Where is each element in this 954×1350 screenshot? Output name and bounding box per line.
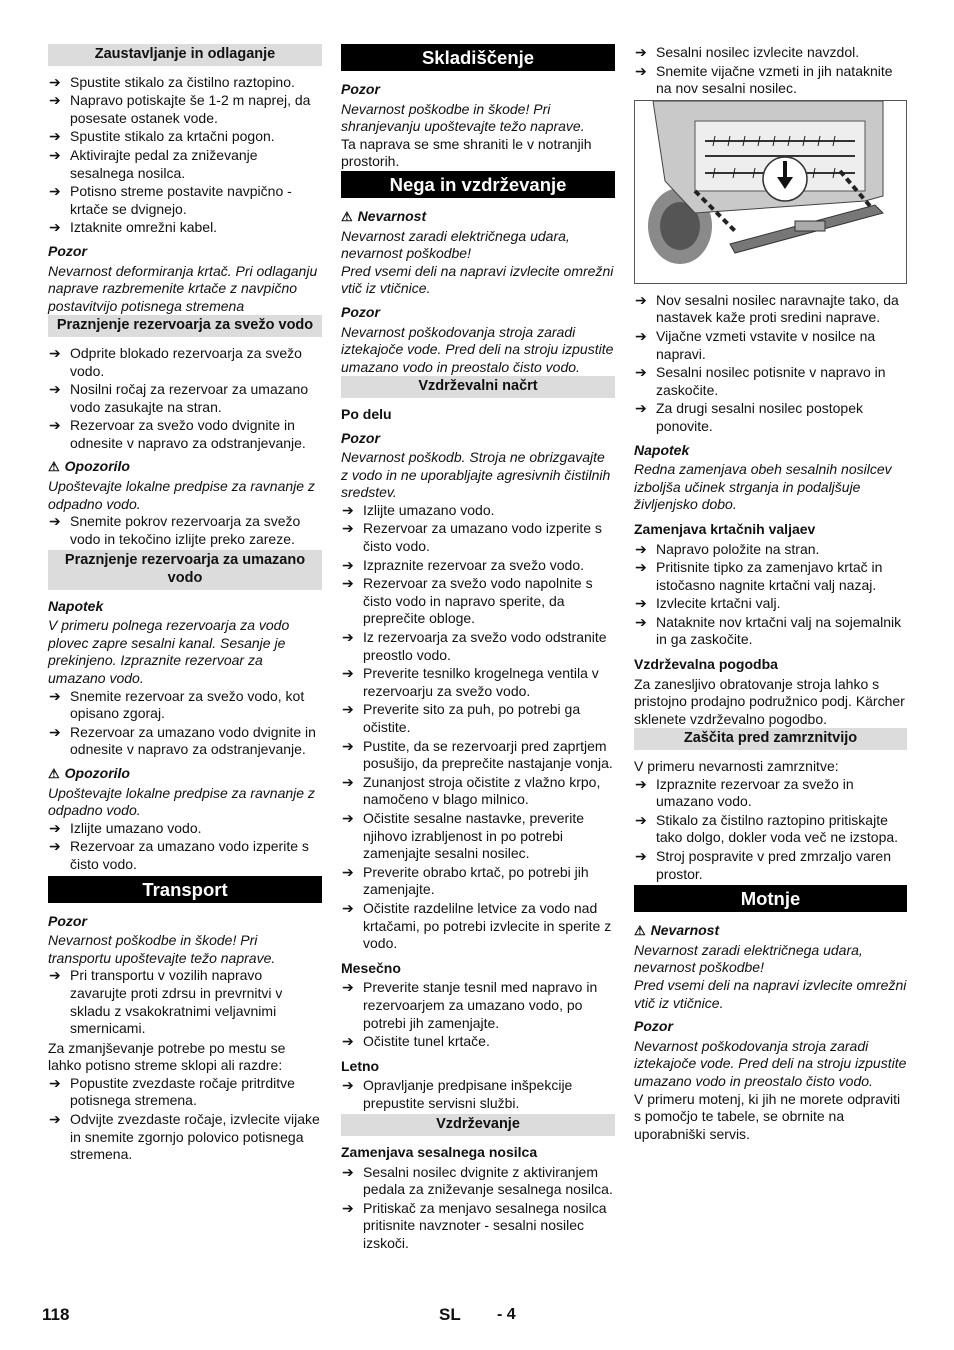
arrow-icon: ➔ bbox=[342, 809, 354, 826]
instruction-step bbox=[48, 1075, 322, 1110]
instruction-step bbox=[634, 595, 907, 613]
instruction-step bbox=[48, 381, 322, 416]
note-label: Pozor bbox=[341, 81, 380, 97]
instruction-text: Opravljanje predpisane inšpekcije prepustite servisni službi. bbox=[363, 1077, 573, 1111]
instruction-step bbox=[341, 979, 615, 1032]
note-label: Pozor bbox=[48, 242, 87, 259]
instruction-text: Spustite stikalo za čistilno raztopino. bbox=[70, 73, 295, 90]
instruction-step bbox=[634, 400, 907, 435]
instruction-text: Pri transportu v vozilih napravo zavarujte proti zdrsu in prevrnitvi v skladu z vsakokratnimi veljavnimi smernicami. bbox=[70, 967, 283, 1037]
arrow-icon: ➔ bbox=[49, 687, 61, 704]
instruction-text: Preverite obrabo krtač, po potrebi jih zamenjajte. bbox=[363, 863, 589, 898]
instruction-text: Rezervoar za svežo vodo napolnite s čisto vodo in napravo sperite, da preprečite obloge. bbox=[363, 575, 593, 627]
instruction-text: Pritiskač za menjavo sesalnega nosilca pritisnite navznoter - sesalni nosilec izskoči. bbox=[363, 1199, 607, 1252]
chapter-heading: Transport bbox=[48, 876, 322, 903]
arrow-icon: ➔ bbox=[342, 773, 354, 790]
arrow-icon: ➔ bbox=[49, 1074, 61, 1091]
italic-note: V primeru polnega rezervoarja za vodo plovec zapre sesalni kanal. Sesanje je prekinjeno. Izpraznite rezervoar za umazano vodo. bbox=[48, 617, 290, 686]
arrow-icon: ➔ bbox=[342, 899, 354, 916]
instruction-step bbox=[48, 219, 322, 237]
arrow-icon: ➔ bbox=[342, 701, 354, 718]
instruction-list bbox=[48, 967, 322, 1037]
arrow-icon: ➔ bbox=[342, 665, 354, 682]
instruction-step bbox=[341, 701, 615, 736]
section-heading: Zaustavljanje in odlaganje bbox=[48, 44, 322, 66]
instruction-text: Iztaknite omrežni kabel. bbox=[70, 219, 218, 236]
instruction-list bbox=[634, 44, 907, 98]
arrow-icon: ➔ bbox=[342, 1199, 354, 1216]
arrow-icon: ➔ bbox=[49, 381, 61, 398]
instruction-text: Izlijte umazano vodo. bbox=[70, 819, 202, 836]
instruction-text: Pritisnite tipko za zamenjavo krtač in istočasno nagnite krtačni valj nazaj. bbox=[656, 559, 883, 593]
instruction-list bbox=[341, 1077, 615, 1112]
column-left bbox=[48, 44, 322, 1166]
instruction-text: Preverite sito za puh, po potrebi ga očistite. bbox=[363, 701, 581, 735]
warning-label bbox=[341, 208, 615, 226]
subheading: Po delu bbox=[341, 405, 392, 422]
subheading: Zamenjava krtačnih valjaev bbox=[634, 520, 816, 537]
chapter-heading: Motnje bbox=[634, 885, 907, 912]
instruction-step bbox=[48, 417, 322, 452]
instruction-step bbox=[341, 557, 615, 575]
arrow-icon: ➔ bbox=[635, 811, 647, 828]
instruction-text: Napravo položite na stran. bbox=[656, 540, 820, 557]
instruction-step bbox=[48, 820, 322, 838]
instruction-text: Izlijte umazano vodo. bbox=[363, 501, 495, 518]
page-sub-number: - 4 bbox=[497, 1306, 516, 1323]
instruction-text: Rezervoar za umazano vodo izperite s čisto vodo. bbox=[70, 838, 309, 872]
instruction-step bbox=[634, 614, 907, 649]
arrow-icon: ➔ bbox=[342, 575, 354, 592]
language-code: SL bbox=[439, 1305, 461, 1324]
instruction-list bbox=[634, 292, 907, 436]
instruction-text: Stroj pospravite v pred zmrzaljo varen prostor. bbox=[656, 848, 891, 882]
arrow-icon: ➔ bbox=[49, 128, 61, 145]
instruction-step bbox=[341, 774, 615, 809]
instruction-step bbox=[634, 541, 907, 559]
section-heading: Vzdrževalni načrt bbox=[341, 376, 615, 398]
page-number: 118 bbox=[42, 1305, 70, 1324]
instruction-step bbox=[341, 1164, 615, 1199]
note-label: Pozor bbox=[341, 429, 380, 446]
warning-label bbox=[48, 458, 322, 476]
instruction-step bbox=[48, 74, 322, 92]
arrow-icon: ➔ bbox=[342, 520, 354, 537]
arrow-icon: ➔ bbox=[342, 1077, 354, 1094]
instruction-text: Napravo potiskajte še 1-2 m naprej, da posesate ostanek vode. bbox=[70, 92, 311, 126]
arrow-icon: ➔ bbox=[635, 364, 647, 381]
instruction-list bbox=[48, 345, 322, 453]
instruction-text: Pustite, da se rezervoarji pred zaprtjem posušijo, da preprečite nastajanje vonja. bbox=[363, 737, 613, 772]
instruction-step bbox=[48, 147, 322, 182]
instruction-step bbox=[634, 63, 907, 98]
instruction-list bbox=[341, 1164, 615, 1253]
chapter-heading: Skladiščenje bbox=[341, 44, 615, 71]
warning-label-text: Nevarnost bbox=[357, 207, 427, 224]
instruction-step bbox=[634, 292, 907, 327]
italic-note: Upoštevajte lokalne predpise za ravnanje z odpadno vodo. bbox=[48, 478, 315, 512]
instruction-step bbox=[341, 665, 615, 700]
instruction-step bbox=[48, 128, 322, 146]
italic-note: Upoštevajte lokalne predpise za ravnanje z odpadno vodo. bbox=[48, 784, 315, 819]
arrow-icon: ➔ bbox=[635, 291, 647, 308]
warning-label bbox=[48, 765, 322, 783]
instruction-text: Sesalni nosilec potisnite v napravo in zaskočite. bbox=[656, 364, 886, 398]
arrow-icon: ➔ bbox=[49, 92, 61, 109]
instruction-step bbox=[341, 738, 615, 773]
instruction-step bbox=[341, 1033, 615, 1051]
instruction-step bbox=[341, 502, 615, 520]
instruction-step bbox=[341, 900, 615, 953]
section-heading: Vzdrževanje bbox=[341, 1114, 615, 1136]
note-label: Pozor bbox=[48, 912, 87, 929]
paragraph: Za zanesljivo obratovanje stroja lahko s pristojno prodajno podružnico podj. Kärcher sklenete vzdrževalno pogodbo. bbox=[634, 675, 905, 727]
warning-triangle-icon: ⚠ bbox=[48, 765, 60, 781]
instruction-step bbox=[634, 776, 907, 811]
instruction-list bbox=[48, 820, 322, 874]
instruction-step bbox=[634, 364, 907, 399]
instruction-text: Popustite zvezdaste ročaje pritrditve potisnega stremena. bbox=[70, 1074, 295, 1109]
warning-label-text: Opozorilo bbox=[64, 764, 130, 781]
instruction-step bbox=[48, 967, 322, 1037]
instruction-step bbox=[634, 812, 907, 847]
column-middle bbox=[341, 44, 615, 1255]
instruction-text: Rezervoar za umazano vodo dvignite in odnesite v napravo za odstranjevanje. bbox=[70, 723, 316, 758]
arrow-icon: ➔ bbox=[342, 629, 354, 646]
instruction-text: Vijačne vzmeti vstavite v nosilce na napravi. bbox=[656, 327, 876, 362]
instruction-text: Rezervoar za umazano vodo izperite s čisto vodo. bbox=[363, 520, 602, 555]
arrow-icon: ➔ bbox=[49, 344, 61, 361]
instruction-text: Izpraznite rezervoar za svežo in umazano vodo. bbox=[656, 775, 854, 810]
instruction-text: Izpraznite rezervoar za svežo vodo. bbox=[363, 556, 584, 573]
italic-note: Nevarnost zaradi električnega udara, nevarnost poškodbe! bbox=[341, 227, 570, 262]
instruction-text: Nov sesalni nosilec naravnajte tako, da nastavek kaže proti sredini naprave. bbox=[656, 291, 899, 326]
note-label: Napotek bbox=[634, 441, 690, 458]
section-heading: Zaščita pred zamrznitvijo bbox=[634, 728, 907, 750]
instruction-text: Aktivirajte pedal za zniževanje sesalnega nosilca. bbox=[70, 146, 258, 181]
instruction-step bbox=[634, 848, 907, 883]
section-heading: Praznjenje rezervoarja za umazano vodo bbox=[48, 550, 322, 589]
instruction-list bbox=[48, 688, 322, 759]
arrow-icon: ➔ bbox=[49, 146, 61, 163]
arrow-icon: ➔ bbox=[342, 1033, 354, 1050]
instruction-list bbox=[341, 502, 615, 953]
section-heading: Praznjenje rezervoarja za svežo vodo bbox=[48, 315, 322, 337]
instruction-text: Sesalni nosilec izvlecite navzdol. bbox=[656, 44, 860, 60]
italic-note: Nevarnost deformiranja krtač. Pri odlaganju naprave razbremenite krtače z navpično postavitvijo potisnega stremena bbox=[48, 262, 318, 314]
arrow-icon: ➔ bbox=[342, 863, 354, 880]
arrow-icon: ➔ bbox=[635, 613, 647, 630]
instruction-step bbox=[48, 183, 322, 218]
arrow-icon: ➔ bbox=[49, 219, 61, 236]
instruction-text: Snemite pokrov rezervoarja za svežo vodo in tekočino izlijte preko zareze. bbox=[70, 513, 301, 547]
arrow-icon: ➔ bbox=[49, 183, 61, 200]
paragraph: V primeru motenj, ki jih ne morete odpraviti s pomočjo te tabele, se obrnite na uporabniški servis. bbox=[634, 1090, 901, 1142]
instruction-text: Spustite stikalo za krtačni pogon. bbox=[70, 128, 275, 145]
instruction-text: Očistite razdelilne letvice za vodo nad krtačami, po potrebi izvlecite in sperite z vodo. bbox=[363, 899, 612, 952]
instruction-text: Snemite rezervoar za svežo vodo, kot opisano zgoraj. bbox=[70, 687, 305, 722]
warning-triangle-icon: ⚠ bbox=[48, 459, 60, 475]
instruction-step bbox=[48, 1111, 322, 1164]
italic-note: Pred vsemi deli na napravi izvlecite omrežni vtič iz vtičnice. bbox=[634, 976, 907, 1011]
instruction-text: Stikalo za čistilno raztopino pritiskajte tako dolgo, dokler voda več ne izstopa. bbox=[656, 811, 899, 846]
figure-squeegee bbox=[634, 100, 907, 284]
italic-note: Pred vsemi deli na napravi izvlecite omrežni vtič iz vtičnice. bbox=[341, 262, 614, 297]
instruction-step bbox=[634, 328, 907, 363]
instruction-step bbox=[341, 575, 615, 628]
paragraph: V primeru nevarnosti zamrznitve: bbox=[634, 758, 839, 775]
instruction-list bbox=[48, 513, 322, 548]
warning-triangle-icon: ⚠ bbox=[341, 208, 353, 224]
warning-label-text: Nevarnost bbox=[650, 922, 720, 939]
arrow-icon: ➔ bbox=[49, 723, 61, 740]
instruction-step bbox=[48, 724, 322, 759]
arrow-icon: ➔ bbox=[635, 595, 647, 612]
italic-note: Nevarnost zaradi električnega udara, nevarnost poškodbe! bbox=[634, 941, 863, 976]
instruction-step bbox=[48, 688, 322, 723]
instruction-text: Izvlecite krtačni valj. bbox=[656, 595, 781, 612]
italic-note: Nevarnost poškodb. Stroja ne obrizgavajte z vodo in ne uporabljajte agresivnih čistilnih sredstev. bbox=[341, 449, 611, 501]
arrow-icon: ➔ bbox=[635, 559, 647, 576]
arrow-icon: ➔ bbox=[635, 44, 647, 60]
note-label: Pozor bbox=[341, 303, 380, 320]
subheading: Letno bbox=[341, 1057, 380, 1074]
instruction-step bbox=[341, 1200, 615, 1253]
arrow-icon: ➔ bbox=[342, 501, 354, 518]
instruction-step bbox=[341, 1077, 615, 1112]
italic-note: Nevarnost poškodovanja stroja zaradi iztekajoče vode. Pred deli na stroju izpustite umazano vodo in preostalo čisto vodo. bbox=[634, 1037, 907, 1089]
instruction-step bbox=[48, 92, 322, 127]
arrow-icon: ➔ bbox=[49, 838, 61, 855]
arrow-icon: ➔ bbox=[49, 513, 61, 530]
instruction-text: Očistite sesalne nastavke, preverite njihovo izrabljenost in po potrebi zamenjajte sesalni nosilec. bbox=[363, 809, 584, 862]
instruction-step bbox=[341, 810, 615, 863]
arrow-icon: ➔ bbox=[342, 737, 354, 754]
instruction-step bbox=[341, 520, 615, 555]
arrow-icon: ➔ bbox=[342, 1163, 354, 1180]
arrow-icon: ➔ bbox=[342, 979, 354, 996]
instruction-step bbox=[48, 838, 322, 873]
note-label: Pozor bbox=[634, 1018, 673, 1035]
arrow-icon: ➔ bbox=[49, 417, 61, 434]
instruction-text: Odvijte zvezdaste ročaje, izvlecite vijake in snemite zgornjo polovico potisnega stremena. bbox=[70, 1111, 320, 1163]
instruction-text: Preverite tesnilko krogelnega ventila v rezervoarju za svežo vodo. bbox=[363, 665, 599, 699]
instruction-text: Potisno streme postavite navpično - krtače se dvignejo. bbox=[70, 183, 292, 217]
arrow-icon: ➔ bbox=[635, 62, 647, 79]
instruction-text: Iz rezervoarja za svežo vodo odstranite preostlo vodo. bbox=[363, 629, 607, 663]
warning-triangle-icon: ⚠ bbox=[634, 923, 646, 939]
arrow-icon: ➔ bbox=[635, 327, 647, 344]
arrow-icon: ➔ bbox=[49, 967, 61, 984]
italic-note: Nevarnost poškodovanja stroja zaradi iztekajoče vode. Pred deli na stroju izpustite umazano vodo in preostalo čisto vodo. bbox=[341, 323, 614, 375]
chapter-heading: Nega in vzdrževanje bbox=[341, 171, 615, 198]
arrow-icon: ➔ bbox=[49, 1111, 61, 1128]
instruction-text: Odprite blokado rezervoarja za svežo vodo. bbox=[70, 344, 302, 379]
instruction-list bbox=[48, 74, 322, 237]
note-label: Napotek bbox=[48, 597, 104, 614]
instruction-text: Očistite tunel krtače. bbox=[363, 1033, 490, 1050]
instruction-text: Snemite vijačne vzmeti in jih nataknite na nov sesalni nosilec. bbox=[656, 62, 893, 97]
instruction-list bbox=[634, 776, 907, 884]
paragraph: Ta naprava se sme shraniti le v notranjih prostorih. bbox=[341, 135, 592, 170]
italic-note: Nevarnost poškodbe in škode! Pri shranjevanju upoštevajte težo naprave. bbox=[341, 100, 585, 135]
arrow-icon: ➔ bbox=[635, 775, 647, 792]
instruction-text: Preverite stanje tesnil med napravo in rezervoarjem za umazano vodo, po potrebi jih zamenjajte. bbox=[363, 979, 598, 1031]
arrow-icon: ➔ bbox=[635, 400, 647, 417]
paragraph: Za zmanjševanje potrebe po mestu se lahko potisno streme sklopi ali razdre: bbox=[48, 1039, 286, 1074]
warning-label-text: Opozorilo bbox=[64, 458, 130, 475]
arrow-icon: ➔ bbox=[635, 540, 647, 557]
instruction-list bbox=[634, 541, 907, 650]
instruction-step bbox=[341, 629, 615, 664]
instruction-text: Nosilni ročaj za rezervoar za umazano vodo zasukajte na stran. bbox=[70, 381, 309, 415]
subheading: Vzdrževalna pogodba bbox=[634, 656, 778, 673]
instruction-step bbox=[634, 44, 907, 62]
instruction-list bbox=[341, 979, 615, 1050]
instruction-step bbox=[48, 513, 322, 548]
arrow-icon: ➔ bbox=[342, 556, 354, 573]
squeegee-replacement-illustration bbox=[635, 101, 906, 283]
instruction-step bbox=[48, 345, 322, 380]
arrow-icon: ➔ bbox=[49, 73, 61, 90]
warning-label bbox=[634, 922, 907, 940]
arrow-icon: ➔ bbox=[635, 848, 647, 864]
instruction-text: Rezervoar za svežo vodo dvignite in odnesite v napravo za odstranjevanje. bbox=[70, 417, 306, 451]
instruction-list bbox=[48, 1075, 322, 1164]
column-right bbox=[634, 44, 907, 1143]
instruction-step bbox=[341, 864, 615, 899]
instruction-step bbox=[634, 559, 907, 594]
instruction-text: Zunanjost stroja očistite z vlažno krpo, namočeno v blago milnico. bbox=[363, 773, 601, 808]
subheading: Mesečno bbox=[341, 959, 401, 976]
italic-note: Nevarnost poškodbe in škode! Pri transportu upoštevajte težo naprave. bbox=[48, 932, 276, 966]
arrow-icon: ➔ bbox=[49, 819, 61, 836]
instruction-text: Nataknite nov krtačni valj na sojemalnik in ga zaskočite. bbox=[656, 613, 902, 648]
subheading: Zamenjava sesalnega nosilca bbox=[341, 1144, 538, 1161]
instruction-text: Za drugi sesalni nosilec postopek ponovite. bbox=[656, 400, 864, 434]
italic-note: Redna zamenjava obeh sesalnih nosilcev izboljša učinek strganja in podaljšuje življenjsko dobo. bbox=[634, 461, 892, 513]
instruction-text: Sesalni nosilec dvignite z aktiviranjem pedala za zniževanje sesalnega nosilca. bbox=[363, 1163, 613, 1198]
